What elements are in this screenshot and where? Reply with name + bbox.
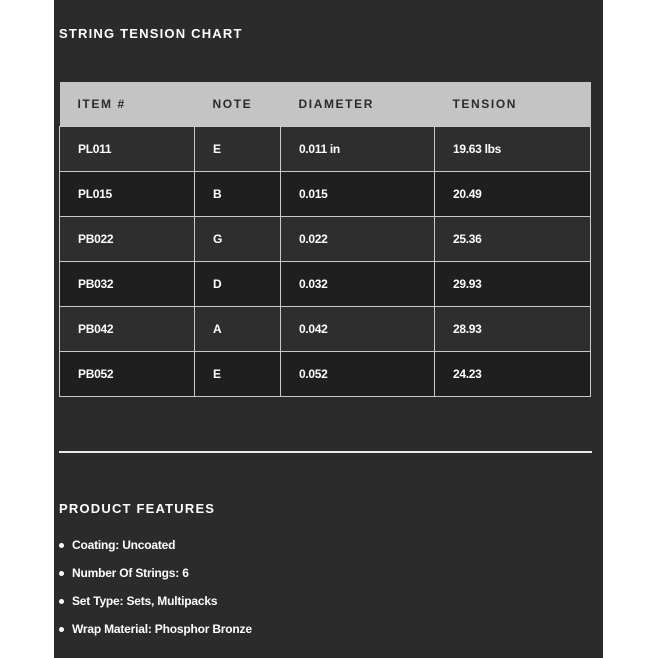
table-row — [60, 352, 591, 397]
tension-cell: 28.93 — [435, 307, 591, 352]
list-item — [59, 565, 252, 593]
item-cell: PB042 — [60, 307, 195, 352]
bullet-icon — [59, 599, 64, 604]
table-row — [60, 262, 591, 307]
bullet-icon — [59, 571, 64, 576]
feature-text: Wrap Material: Phosphor Bronze — [72, 622, 252, 636]
list-item — [59, 621, 252, 649]
tension-chart-title: STRING TENSION CHART — [59, 26, 243, 41]
diameter-cell: 0.052 — [281, 352, 435, 397]
table-row — [60, 307, 591, 352]
column-header-tension: TENSION — [435, 82, 591, 127]
table-row — [60, 217, 591, 262]
table-row — [60, 172, 591, 217]
feature-text: Number Of Strings: 6 — [72, 566, 189, 580]
note-cell: E — [195, 127, 281, 172]
item-cell: PB052 — [60, 352, 195, 397]
string-tension-table — [59, 82, 591, 397]
diameter-cell: 0.042 — [281, 307, 435, 352]
table-header-row — [60, 82, 591, 127]
bullet-icon — [59, 627, 64, 632]
diameter-cell: 0.022 — [281, 217, 435, 262]
item-cell: PL015 — [60, 172, 195, 217]
note-cell: A — [195, 307, 281, 352]
item-cell: PL011 — [60, 127, 195, 172]
tension-cell: 29.93 — [435, 262, 591, 307]
section-divider — [59, 451, 592, 453]
column-header-note: NOTE — [195, 82, 281, 127]
table-row — [60, 127, 591, 172]
column-header-diameter: DIAMETER — [281, 82, 435, 127]
list-item — [59, 537, 252, 565]
list-item — [59, 593, 252, 621]
item-cell: PB022 — [60, 217, 195, 262]
product-details-panel — [54, 0, 603, 658]
product-features-title: PRODUCT FEATURES — [59, 501, 216, 516]
column-header-item: ITEM # — [60, 82, 195, 127]
item-cell: PB032 — [60, 262, 195, 307]
note-cell: B — [195, 172, 281, 217]
diameter-cell: 0.011 in — [281, 127, 435, 172]
note-cell: G — [195, 217, 281, 262]
note-cell: D — [195, 262, 281, 307]
diameter-cell: 0.032 — [281, 262, 435, 307]
diameter-cell: 0.015 — [281, 172, 435, 217]
tension-cell: 24.23 — [435, 352, 591, 397]
product-features-list — [59, 537, 252, 649]
tension-cell: 25.36 — [435, 217, 591, 262]
feature-text: Coating: Uncoated — [72, 538, 176, 552]
feature-text: Set Type: Sets, Multipacks — [72, 594, 218, 608]
tension-cell: 19.63 lbs — [435, 127, 591, 172]
bullet-icon — [59, 543, 64, 548]
note-cell: E — [195, 352, 281, 397]
tension-cell: 20.49 — [435, 172, 591, 217]
